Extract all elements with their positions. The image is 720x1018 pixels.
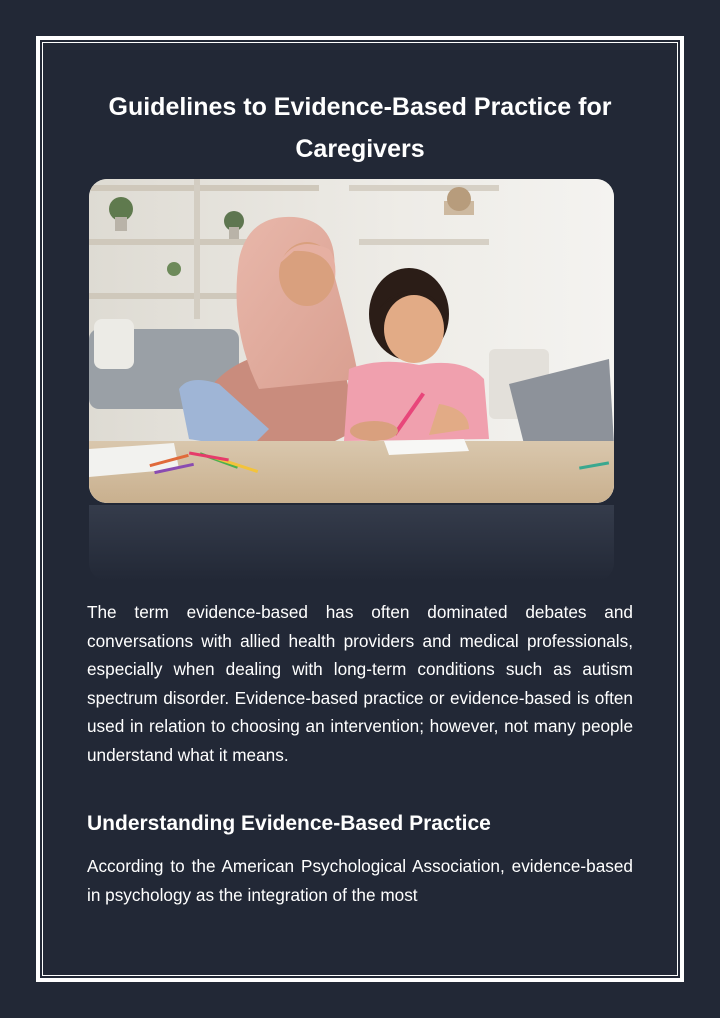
page-content (46, 46, 674, 972)
hero-photo (89, 179, 614, 503)
intro-paragraph: The term evidence-based has often dominated debates and conversations with allied health providers and medical professionals, especially when dealing with long-term conditions such as autism spectrum disorder. Evidence-based practice or evidence-based is often used in relation to choosing an intervention; however, not many people understand what it means. (87, 602, 633, 765)
section-heading: Understanding Evidence-Based Practice (87, 812, 491, 835)
page-title: Guidelines to Evidence-Based Practice for Caregivers (108, 93, 612, 163)
photo-reflection (89, 505, 614, 581)
section-paragraph: According to the American Psychological Association, evidence-based in psychology as the integration of the most (87, 856, 633, 905)
photo-caregiver-child-drawing-icon (89, 179, 614, 503)
